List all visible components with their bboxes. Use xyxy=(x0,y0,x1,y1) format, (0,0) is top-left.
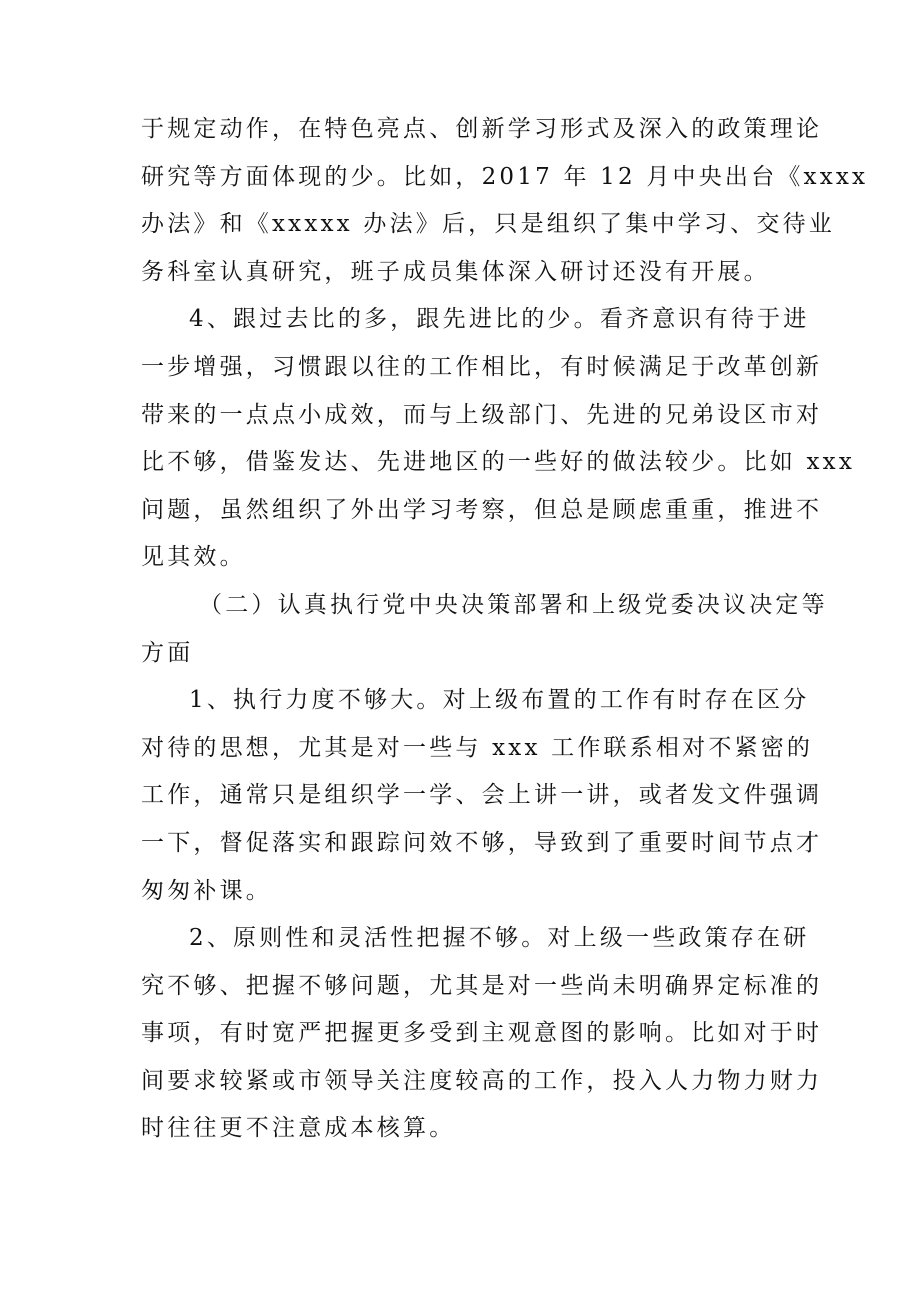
text-line: 究不够、把握不够问题，尤其是对一些尚未明确界定标准的 xyxy=(141,972,823,999)
text-line: 工作，通常只是组织学一学、会上讲一讲，或者发文件强调 xyxy=(141,782,823,809)
text-line: 时往往更不注意成本核算。 xyxy=(141,1115,456,1142)
text-line: 研究等方面体现的少。比如，2017 年 12 月中央出台《xxxx xyxy=(141,163,869,190)
paragraph-start-line: 1、执行力度不够大。对上级布置的工作有时存在区分 xyxy=(189,687,810,714)
text-line: 带来的一点点小成效，而与上级部门、先进的兄弟设区市对 xyxy=(141,401,823,428)
text-line: 匆匆补课。 xyxy=(141,877,272,904)
paragraph-start-line: 2、原则性和灵活性把握不够。对上级一些政策存在研 xyxy=(189,925,810,952)
text-line: 于规定动作，在特色亮点、创新学习形式及深入的政策理论 xyxy=(141,116,823,142)
text-line: 间要求较紧或市领导关注度较高的工作，投入人力物力财力 xyxy=(141,1067,823,1094)
text-line: 一下，督促落实和跟踪问效不够，导致到了重要时间节点才 xyxy=(141,829,823,856)
text-line: 比不够，借鉴发达、先进地区的一些好的做法较少。比如 xxx xyxy=(141,449,856,476)
text-line: 见其效。 xyxy=(141,544,246,571)
section-heading-line: 方面 xyxy=(141,639,194,666)
text-line: 对待的思想，尤其是对一些与 xxx 工作联系相对不紧密的 xyxy=(141,734,814,761)
text-line: 办法》和《xxxxx 办法》后，只是组织了集中学习、交待业 xyxy=(141,211,835,238)
paragraph-start-line: 4、跟过去比的多，跟先进比的少。看齐意识有待于进 xyxy=(189,306,810,333)
section-heading-line: （二）认真执行党中央决策部署和上级党委决议决定等 xyxy=(199,591,828,618)
text-line: 问题，虽然组织了外出学习考察，但总是顾虑重重，推进不 xyxy=(141,496,823,523)
text-line: 务科室认真研究，班子成员集体深入研讨还没有开展。 xyxy=(141,258,770,285)
document-body xyxy=(141,106,869,1153)
text-line: 事项，有时宽严把握更多受到主观意图的影响。比如对于时 xyxy=(141,1020,823,1047)
text-line: 一步增强，习惯跟以往的工作相比，有时候满足于改革创新 xyxy=(141,353,823,380)
